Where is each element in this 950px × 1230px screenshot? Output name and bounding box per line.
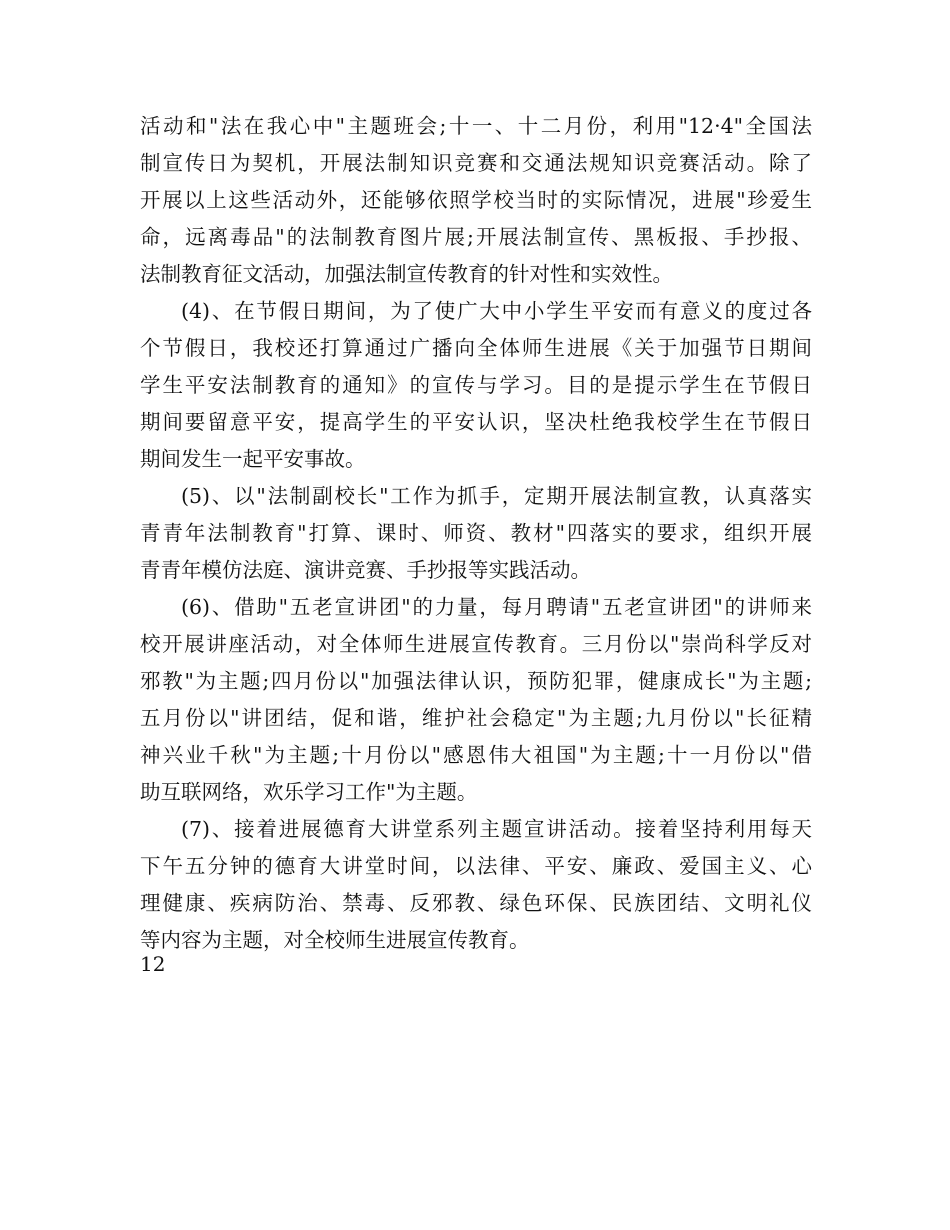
text-line: 个节假日，我校还打算通过广播向全体师生进展《关于加强节日期间: [140, 336, 812, 360]
text-line: 五月份以"讲团结，促和谐，维护社会稳定"为主题;九月份以"长征精: [140, 706, 812, 730]
text-line: 等内容为主题，对全校师生进展宣传教育。: [140, 928, 530, 952]
text-line: 期间发生一起平安事故。: [140, 447, 366, 471]
paragraph-item-5: [140, 478, 812, 589]
text-line: (5)、以"法制副校长"工作为抓手，定期开展法制宣教，认真落实: [181, 484, 812, 508]
text-line: 法制教育征文活动，加强法制宣传教育的针对性和实效性。: [140, 262, 673, 286]
text-line: 开展以上这些活动外，还能够依照学校当时的实际情况，进展"珍爱生: [140, 188, 812, 212]
text-line: 命，远离毒品"的法制教育图片展;开展法制宣传、黑板报、手抄报、: [140, 225, 812, 249]
text-line: 助互联网络，欢乐学习工作"为主题。: [140, 780, 478, 804]
text-line: 青青年模仿法庭、演讲竞赛、手抄报等实践活动。: [140, 558, 591, 582]
text-line: (7)、接着进展德育大讲堂系列主题宣讲活动。接着坚持利用每天: [181, 817, 812, 841]
text-line: 制宣传日为契机，开展法制知识竞赛和交通法规知识竞赛活动。除了: [140, 151, 812, 175]
text-line: 活动和"法在我心中"主题班会;十一、十二月份，利用"12·4"全国法: [140, 114, 812, 138]
paragraph-item-4: [140, 293, 812, 478]
paragraph-item-6: [140, 589, 812, 811]
text-line: 邪教"为主题;四月份以"加强法律认识，预防犯罪，健康成长"为主题;: [140, 669, 812, 693]
text-line: (6)、借助"五老宣讲团"的力量，每月聘请"五老宣讲团"的讲师来: [181, 595, 812, 619]
document-body: [140, 108, 812, 959]
paragraph-continued-activities: [140, 108, 812, 293]
text-line: 理健康、疾病防治、禁毒、反邪教、绿色环保、民族团结、文明礼仪: [140, 891, 812, 915]
text-line: (4)、在节假日期间，为了使广大中小学生平安而有意义的度过各: [181, 299, 812, 323]
text-line: 期间要留意平安，提高学生的平安认识，坚决杜绝我校学生在节假日: [140, 410, 812, 434]
text-line: 校开展讲座活动，对全体师生进展宣传教育。三月份以"崇尚科学反对: [140, 632, 812, 656]
text-line: 学生平安法制教育的通知》的宣传与学习。目的是提示学生在节假日: [140, 373, 812, 397]
paragraph-item-7: [140, 811, 812, 959]
text-line: 神兴业千秋"为主题;十月份以"感恩伟大祖国"为主题;十一月份以"借: [140, 743, 812, 767]
page-number: 12: [140, 952, 166, 976]
text-line: 青青年法制教育"打算、课时、师资、教材"四落实的要求，组织开展: [140, 521, 812, 545]
text-line: 下午五分钟的德育大讲堂时间，以法律、平安、廉政、爱国主义、心: [140, 854, 812, 878]
